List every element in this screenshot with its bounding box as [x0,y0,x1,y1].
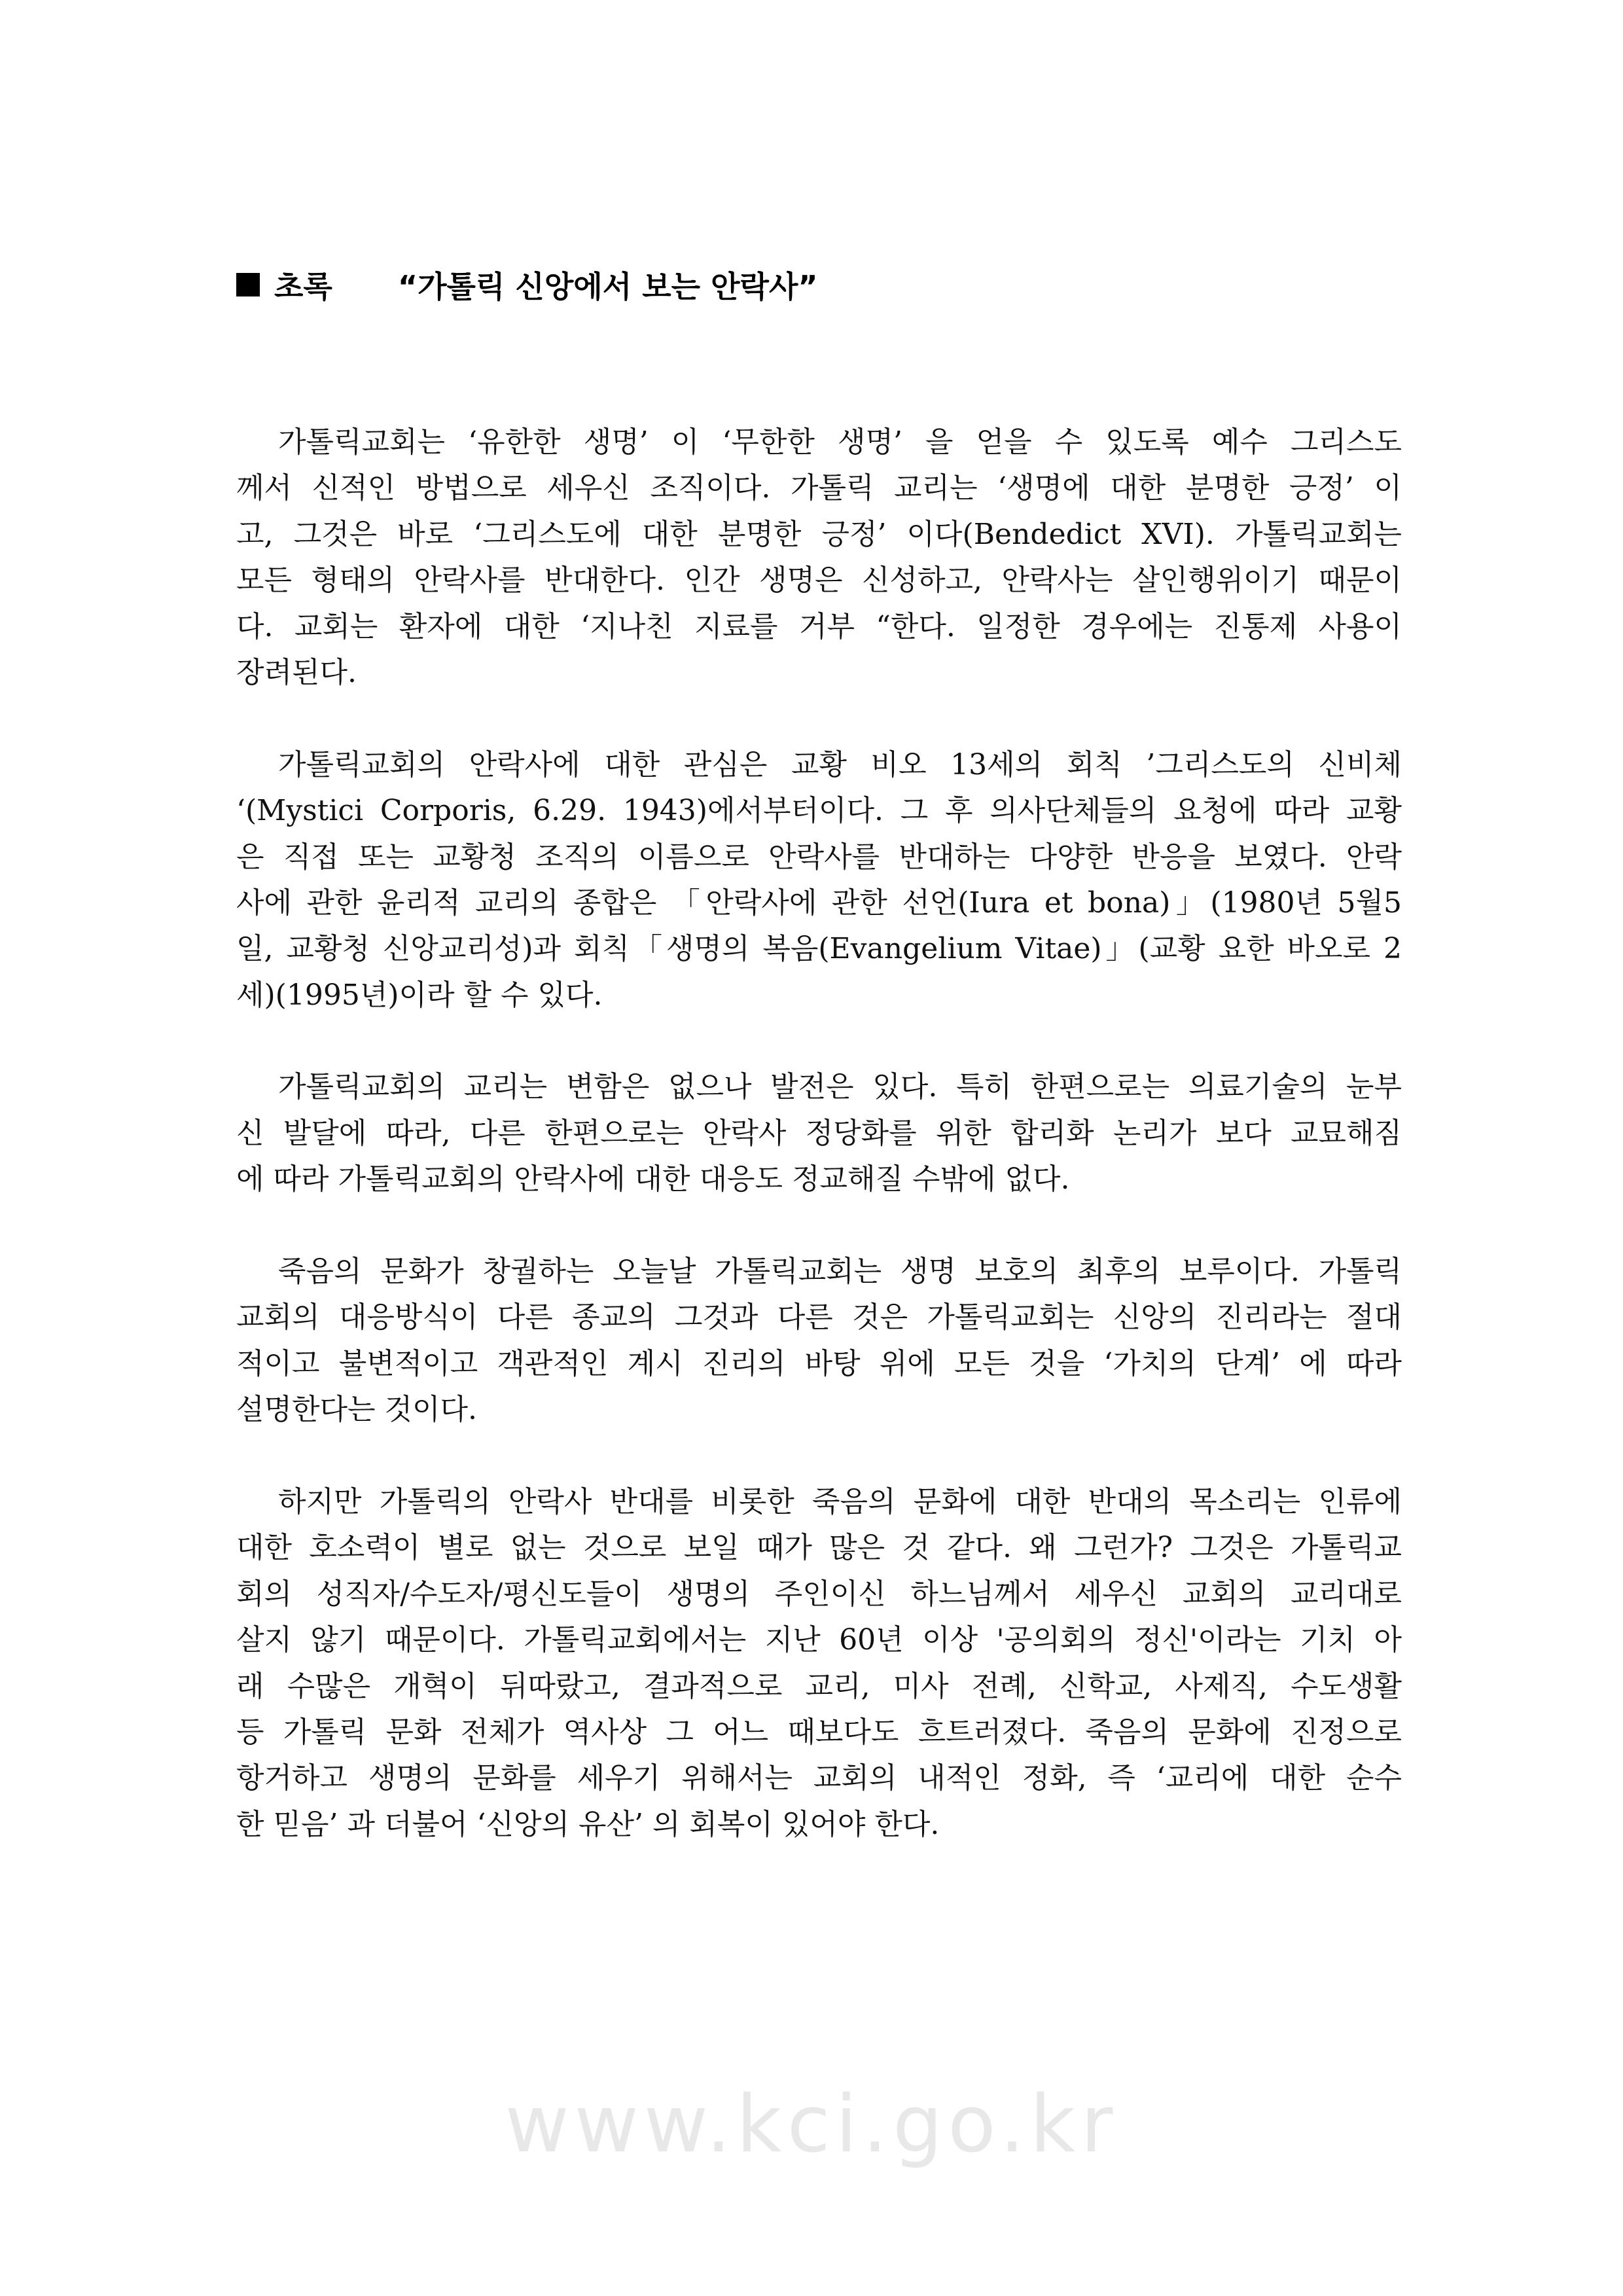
abstract-heading [236,265,818,304]
abstract-line: 께서 신적인 방법으로 세우신 조직이다. 가톨릭 교리는 ‘생명에 대한 분명한 긍정’ 이 [236,471,1402,505]
abstract-paragraph-4 [236,1249,1402,1433]
abstract-line: 등 가톨릭 문화 전체가 역사상 그 어느 때보다도 흐트러졌다. 죽음의 문화에 진정으로 [236,1715,1402,1749]
abstract-line: 가톨릭교회의 안락사에 대한 관심은 교황 비오 13세의 회칙 ’그리스도의 신비체 [278,747,1402,781]
abstract-line: 적이고 불변적이고 객관적인 계시 진리의 바탕 위에 모든 것을 ‘가치의 단계’ 에 따라 [236,1346,1402,1380]
abstract-line: 신 발달에 따라, 다른 한편으로는 안락사 정당화를 위한 합리화 논리가 보다 교묘해짐 [236,1116,1402,1150]
abstract-line: 사에 관한 윤리적 교리의 종합은 「안락사에 관한 선언(Iura et bona)」(1980년 5월5 [236,886,1402,920]
abstract-line: 하지만 가톨릭의 안락사 반대를 비롯한 죽음의 문화에 대한 반대의 목소리는 인류에 [278,1484,1402,1518]
black-square-icon [236,273,260,296]
abstract-paragraph-5 [236,1479,1402,1848]
abstract-line: 고, 그것은 바로 ‘그리스도에 대한 분명한 긍정’ 이다(Bendedict XVI). 가톨릭교회는 [236,517,1402,551]
abstract-line: 가톨릭교회는 ‘유한한 생명’ 이 ‘무한한 생명’ 을 얻을 수 있도록 예수 그리스도 [278,425,1402,459]
abstract-line: 살지 않기 때문이다. 가톨릭교회에서는 지난 60년 이상 '공의회의 정신'이라는 기치 아 [236,1623,1402,1657]
abstract-line: 항거하고 생명의 문화를 세우기 위해서는 교회의 내적인 정화, 즉 ‘교리에 대한 순수 [236,1761,1402,1795]
abstract-line: ‘(Mystici Corporis, 6.29. 1943)에서부터이다. 그 후 의사단체들의 요청에 따라 교황 [236,794,1402,828]
abstract-line: 교회의 대응방식이 다른 종교의 그것과 다른 것은 가톨릭교회는 신앙의 진리라는 절대 [236,1300,1402,1335]
abstract-line: 일, 교황청 신앙교리성)과 회칙「생명의 복음(Evangelium Vitae)」(교황 요한 바오로 2 [236,932,1402,966]
abstract-line: 한 믿음’ 과 더불어 ‘신앙의 유산’ 의 회복이 있어야 한다. [236,1807,940,1841]
abstract-paragraph-2 [236,742,1402,1018]
abstract-line: 죽음의 문화가 창궐하는 오늘날 가톨릭교회는 생명 보호의 최후의 보루이다. 가톨릭 [278,1255,1402,1289]
abstract-line: 세)(1995년)이라 할 수 있다. [236,978,603,1012]
abstract-line: 설명한다는 것이다. [236,1393,478,1427]
abstract-line: 대한 호소력이 별로 없는 것으로 보일 때가 많은 것 같다. 왜 그런가? 그것은 가톨릭교 [236,1531,1402,1565]
abstract-line: 장려된다. [236,655,357,689]
abstract-title: “가톨릭 신앙에서 보는 안락사” [397,269,818,304]
abstract-paragraph-1 [236,420,1402,696]
abstract-paragraph-3 [236,1064,1402,1202]
abstract-label: 초록 [274,269,332,304]
abstract-line: 다. 교회는 환자에 대한 ‘지나친 지료를 거부 “한다. 일정한 경우에는 진통제 사용이 [236,609,1402,643]
abstract-line: 에 따라 가톨릭교회의 안락사에 대한 대응도 정교해질 수밖에 없다. [236,1162,1070,1196]
site-watermark: www.kci.go.kr [505,2079,1118,2170]
abstract-line: 모든 형태의 안락사를 반대한다. 인간 생명은 신성하고, 안락사는 살인행위이기 때문이 [236,564,1402,598]
abstract-line: 가톨릭교회의 교리는 변함은 없으나 발전은 있다. 특히 한편으로는 의료기술의 눈부 [278,1070,1402,1104]
abstract-line: 은 직접 또는 교황청 조직의 이름으로 안락사를 반대하는 다양한 반응을 보였다. 안락 [236,840,1402,874]
abstract-line: 래 수많은 개혁이 뒤따랐고, 결과적으로 교리, 미사 전례, 신학교, 사제직, 수도생활 [236,1669,1402,1703]
abstract-line: 회의 성직자/수도자/평신도들이 생명의 주인이신 하느님께서 세우신 교회의 교리대로 [236,1577,1402,1611]
abstract-body [236,420,1402,1894]
